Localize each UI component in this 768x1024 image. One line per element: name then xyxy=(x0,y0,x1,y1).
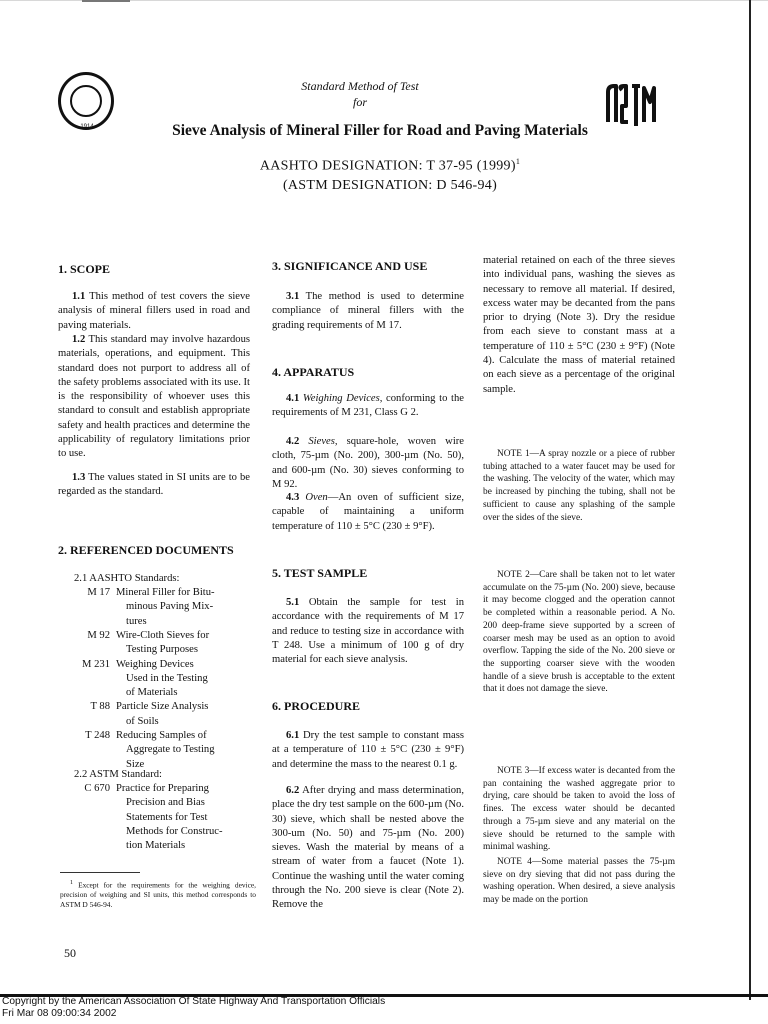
section-2-heading: 2. REFERENCED DOCUMENTS xyxy=(58,543,234,557)
page-edge xyxy=(749,0,751,1000)
reference-title-line: of Soils xyxy=(126,715,159,727)
reference-code: M 92 xyxy=(87,629,110,641)
para-1-3: 1.3 The values stated in SI units are to be regarded as the standard. xyxy=(58,472,250,498)
reference-code: T 88 xyxy=(90,701,110,713)
footnote: $^1$ Except for the requirements for the weighing device, precision of weighing and SI units, this method corresponds to ASTM D 546-94. xyxy=(60,880,256,909)
para-3-1: 3.1 The method is used to determine compliance of mineral fillers with the grading requirements of M 17. xyxy=(272,291,464,331)
reference-title-line: Testing Purposes xyxy=(126,644,198,656)
para-4-3: 4.3 Oven—An oven of sufficient size, capable of maintaining a uniform temperature of 110 ± 5°C (230 ± 9°F). xyxy=(272,492,464,532)
reference-title-line: Used in the Testing xyxy=(126,672,208,684)
top-mark xyxy=(82,0,130,2)
para-6-1: 6.1 Dry the test sample to constant mass at a temperature of 110 ± 5°C (230 ± 9°F) and determine the mass to the nearest 0.1 g. xyxy=(272,730,464,770)
procedure-continued: material retained on each of the three sieves into individual pans, washing the sieves as necessary to remove all material. If desired, excess water may be decanted from the pans prior to drying (Note 3). Dry the residue from each sieve to constant mass at a temperature of 110 ± 5°C (230 ± 9°F) (Note 4). Calculate the mass of material retained on each sieve as a percentage of the original sample. xyxy=(483,255,675,395)
section-4-heading: 4. APPARATUS xyxy=(272,365,355,379)
for-label: for xyxy=(352,95,367,109)
para-1-1: 1.1 This method of test covers the sieve analysis of mineral fillers used in road and paving materials. xyxy=(58,291,250,331)
note-1: NOTE 1—A spray nozzle or a piece of rubber tubing attached to a water faucet may be used for the washing. The velocity of the water, which may be increased by pinching the tubing, shall not be sufficient to cause any splashing of the sample over the sides of the sieve. xyxy=(483,449,675,523)
para-4-1: 4.1 Weighing Devices, conforming to the requirements of M 231, Class G 2. xyxy=(272,393,464,419)
reference-title-line: Precision and Bias xyxy=(126,797,205,809)
copyright-timestamp: Fri Mar 08 09:00:34 2002 xyxy=(2,1008,117,1019)
aashto-designation: AASHTO DESIGNATION: T 37-95 $(1999)^1$ xyxy=(259,157,521,174)
reference-code: C 670 xyxy=(84,783,110,794)
aashto-reference-list xyxy=(74,586,264,770)
page-number: 50 xyxy=(64,946,76,960)
para-5-1: 5.1 Obtain the sample for test in accordance with the requirements of M 17 and reduce to testing size in accordance with T 248. Use a minimum of 100 g of dry material for each sieve analysis. xyxy=(272,597,464,666)
reference-title-line: Reducing Samples of xyxy=(116,730,207,741)
reference-code: T 248 xyxy=(85,730,110,741)
section-1-heading: 1. SCOPE xyxy=(58,262,111,276)
para-1-2: 1.2 This standard may involve hazardous materials, operations, and equipment. This standard does not purport to address all of the safety problems associated with its use. It is the responsibility of whoever uses this standard to consult and establish appropriate safety and health practices and determine the applicability of regulatory limitations prior to use. xyxy=(58,334,250,460)
copyright-notice xyxy=(2,996,385,1020)
note-4: NOTE 4—Some material passes the 75-µm sieve on dry sieving that did not pass during the washing operation. When desired, a sieve analysis may be made on the portion xyxy=(483,857,675,906)
reference-code: M 17 xyxy=(87,587,110,598)
reference-title-line: Wire-Cloth Sieves for xyxy=(116,629,210,641)
seal-year: 1914 xyxy=(80,124,94,130)
reference-title-line: Practice for Preparing xyxy=(116,783,209,794)
astm-designation: (ASTM DESIGNATION: D 546-94) xyxy=(282,177,498,193)
standard-method-caption xyxy=(240,78,480,110)
reference-title-line: Size xyxy=(126,758,145,770)
reference-title-line: of Materials xyxy=(126,687,178,699)
reference-title-line: tures xyxy=(126,615,147,627)
standard-method-label: Standard Method of Test xyxy=(301,79,419,93)
aashto-seal-inner xyxy=(70,85,102,117)
reference-title-line: Statements for Test xyxy=(126,811,208,823)
reference-title-line: Methods for Construc- xyxy=(126,825,223,837)
note-2: NOTE 2—Care shall be taken not to let water accumulate on the 75-µm (No. 200) sieve, because it may become clogged and the operation cannot be completed within a reasonable period. A No. 200 deep-frame sieve supported by a screen of coarser mesh may be used as an option to avoid overflow. Tapping the side of the No. 200 sieve or the supporting coarser sieve with the wooden handle of a sieve brush is acceptable to the extent that it does not damage the sieve. xyxy=(483,570,675,695)
document-title: Sieve Analysis of Mineral Filler for Road and Paving Materials xyxy=(172,122,588,139)
note-3: NOTE 3—If excess water is decanted from the pan containing the washed aggregate prior to drying, care should be taken to avoid the loss of fines. The excess water should be decanted through a 75-µm sieve and any material on the sieve should be returned to the sample with minimal washing. xyxy=(483,766,675,853)
section-6-heading: 6. PROCEDURE xyxy=(272,699,361,713)
para-6-2: 6.2 After drying and mass determination, place the dry test sample on the 600-µm (No. 30) sieve, which shall be nested above the 300-um (No. 50) and 75-µm (No. 200) sieves. Wash the material by means of a stream of water from a faucet (Note 1). Continue the washing until the water coming through the No. 200 sieve is clear (Note 2). Remove the xyxy=(272,785,464,911)
reference-title-line: minous Paving Mix- xyxy=(126,601,214,613)
astm-reference-list xyxy=(74,782,264,862)
footnote-rule xyxy=(60,872,140,873)
reference-title-line: Weighing Devices xyxy=(116,658,194,670)
ref-2-1-heading: 2.1 AASHTO Standards: xyxy=(74,573,180,584)
reference-title-line: tion Materials xyxy=(126,840,186,852)
section-5-heading: 5. TEST SAMPLE xyxy=(272,566,368,580)
reference-title-line: Aggregate to Testing xyxy=(126,744,215,756)
reference-title-line: Mineral Filler for Bitu- xyxy=(116,587,215,598)
reference-title-line: Particle Size Analysis xyxy=(116,701,209,713)
reference-code: M 231 xyxy=(82,658,110,670)
ref-2-2-heading: 2.2 ASTM Standard: xyxy=(74,769,162,780)
designation-block xyxy=(180,152,600,195)
para-4-2: 4.2 Sieves, square-hole, woven wire cloth, 75-µm (No. 200), 300-µm (No. 50), and 600-µm (No. 30) sieves conforming to M 92. xyxy=(272,436,464,490)
section-3-heading: 3. SIGNIFICANCE AND USE xyxy=(272,259,428,273)
copyright-line: Copyright by the American Association Of State Highway And Transportation Officials xyxy=(2,996,386,1007)
